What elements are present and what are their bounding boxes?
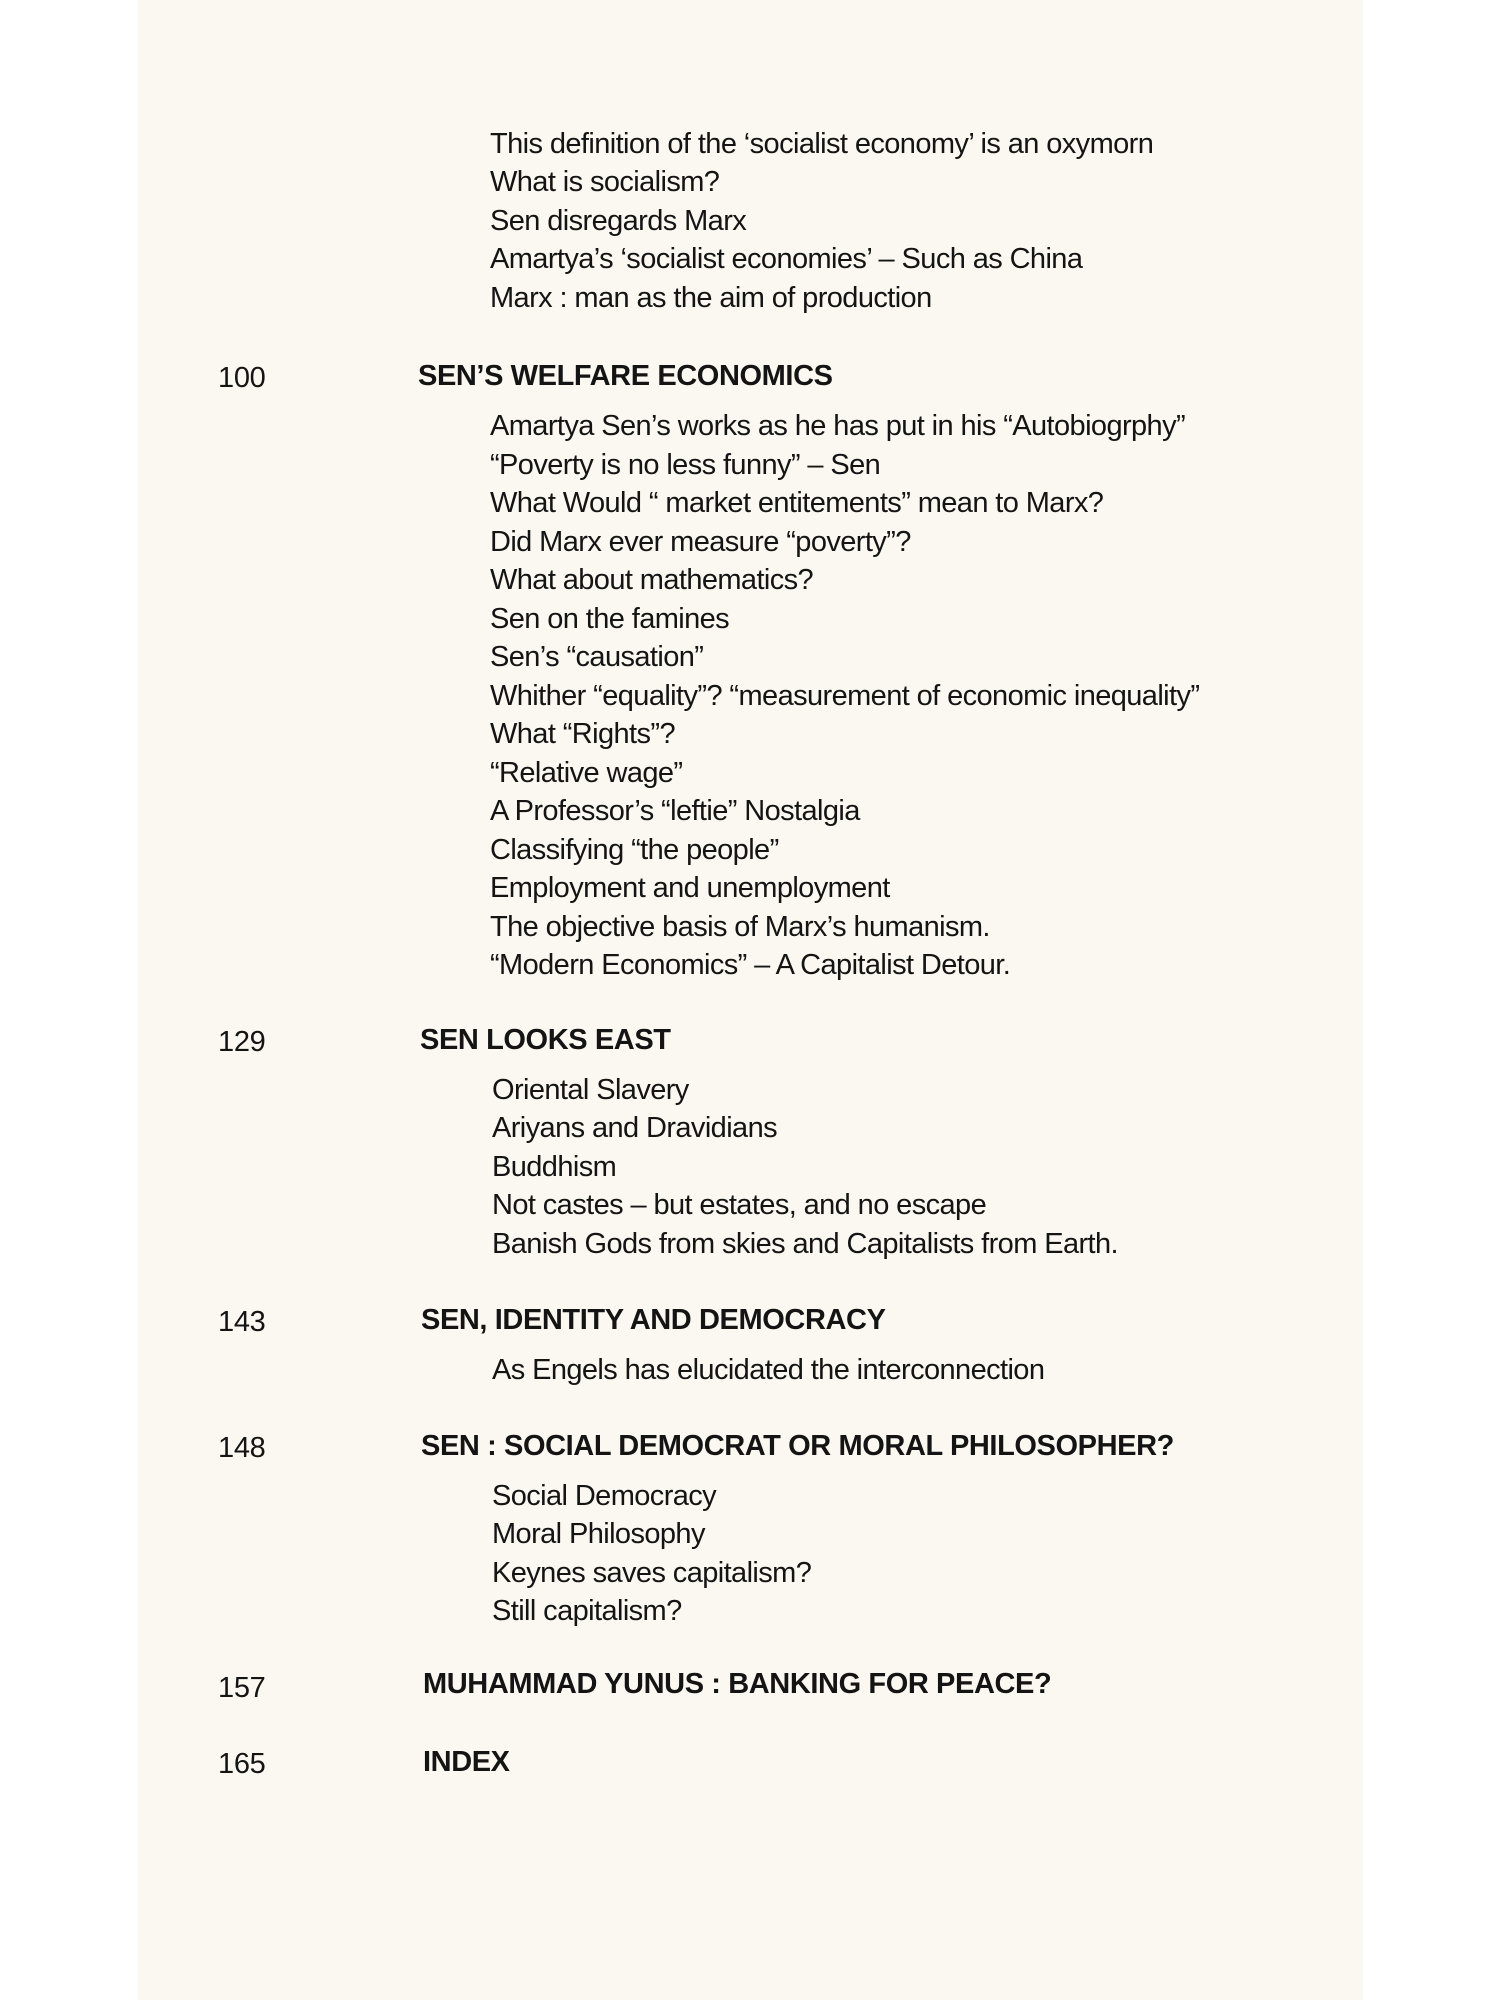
toc-entry: Ariyans and Dravidians (492, 1112, 777, 1144)
toc-entry: Banish Gods from skies and Capitalists from Earth. (492, 1228, 1118, 1260)
toc-entry: Employment and unemployment (490, 872, 890, 904)
toc-entry: Keynes saves capitalism? (492, 1557, 812, 1589)
section-page-number: 143 (218, 1306, 266, 1338)
toc-entry: Sen disregards Marx (490, 205, 747, 237)
section-page-number: 148 (218, 1432, 266, 1464)
toc-entry: “Modern Economics” – A Capitalist Detour. (490, 949, 1011, 981)
section-title: INDEX (423, 1746, 510, 1778)
toc-entry: What is socialism? (490, 166, 720, 198)
toc-entry: What Would “ market entitements” mean to Marx? (490, 487, 1104, 519)
toc-entry: Oriental Slavery (492, 1074, 689, 1106)
toc-entry: Whither “equality”? “measurement of economic inequality” (490, 680, 1200, 712)
toc-entry: Sen’s “causation” (490, 641, 704, 673)
section-title: SEN : SOCIAL DEMOCRAT OR MORAL PHILOSOPHER? (421, 1430, 1174, 1462)
toc-entry: Social Democracy (492, 1480, 717, 1512)
section-title: SEN’S WELFARE ECONOMICS (418, 360, 833, 392)
section-title: MUHAMMAD YUNUS : BANKING FOR PEACE? (423, 1668, 1052, 1700)
toc-entry: Did Marx ever measure “poverty”? (490, 526, 911, 558)
section-page-number: 129 (218, 1026, 266, 1058)
toc-entry: Classifying “the people” (490, 834, 779, 866)
toc-entry: “Relative wage” (490, 757, 683, 789)
section-title: SEN LOOKS EAST (420, 1024, 671, 1056)
toc-entry: “Poverty is no less funny” – Sen (490, 449, 881, 481)
toc-entry: Amartya Sen’s works as he has put in his “Autobiogrphy” (490, 410, 1186, 442)
toc-entry: Sen on the famines (490, 603, 730, 635)
toc-entry: Amartya’s ‘socialist economies’ – Such as China (490, 243, 1083, 275)
toc-entry: As Engels has elucidated the interconnection (492, 1354, 1045, 1386)
section-title: SEN, IDENTITY AND DEMOCRACY (421, 1304, 886, 1336)
toc-entry: Moral Philosophy (492, 1518, 705, 1550)
toc-entry: Buddhism (492, 1151, 617, 1183)
toc-entry: The objective basis of Marx’s humanism. (490, 911, 990, 943)
section-page-number: 157 (218, 1672, 266, 1704)
toc-entry: Not castes – but estates, and no escape (492, 1189, 987, 1221)
section-page-number: 100 (218, 362, 266, 394)
toc-entry: What about mathematics? (490, 564, 814, 596)
toc-entry: A Professor’s “leftie” Nostalgia (490, 795, 860, 827)
toc-entry: Marx : man as the aim of production (490, 282, 932, 314)
toc-entry: Still capitalism? (492, 1595, 682, 1627)
toc-entry: What “Rights”? (490, 718, 675, 750)
section-page-number: 165 (218, 1748, 266, 1780)
toc-entry: This definition of the ‘socialist economy’ is an oxymorn (490, 128, 1154, 160)
